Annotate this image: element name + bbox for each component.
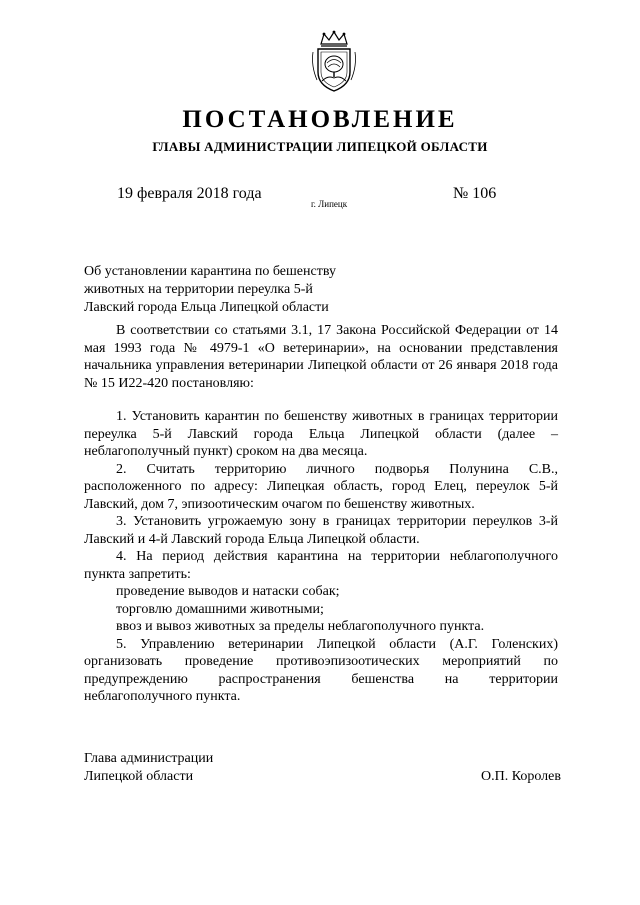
document-issuer: ГЛАВЫ АДМИНИСТРАЦИИ ЛИПЕЦКОЙ ОБЛАСТИ: [152, 139, 488, 154]
document-date: 19 февраля 2018 года: [117, 185, 262, 202]
item-paragraph: 3. Установить угрожаемую зону в границах территории переулков 3-й Лавский и 4-й Лавский города Ельца Липецкой области.: [84, 514, 558, 547]
document-place: г. Липецк: [311, 199, 348, 209]
item-paragraph: 2. Считать территорию личного подворья Полунина С.В., расположенного по адресу: Липецкая область, город Елец, переулок 5-й Лавский, дом 7, эпизоотическим очагом по бешенству животных.: [84, 461, 558, 512]
preamble-paragraph: В соответствии со статьями 3.1, 17 Закона Российской Федерации от 14 мая 1993 года № 4979-1 «О ветеринарии», на основании представления начальника управления ветеринарии Липецкой области от 26 января 2018 года № 15 И22-420 постановляю:: [84, 323, 558, 391]
lipetsk-coat-of-arms-icon: [309, 30, 359, 94]
subject-line: Об установлении карантина по бешенству: [84, 264, 336, 279]
signatory-title-line: Липецкой области: [84, 769, 194, 784]
signatory-name: О.П. Королев: [481, 769, 561, 784]
document-type-title: ПОСТАНОВЛЕНИЕ: [182, 106, 458, 133]
subject-line: животных на территории переулка 5-й: [84, 282, 313, 297]
subject-line: Лавский города Ельца Липецкой области: [84, 300, 329, 315]
signatory-title: [84, 750, 213, 786]
item-paragraph: 5. Управлению ветеринарии Липецкой области (А.Г. Голенских) организовать проведение противоэпизоотических мероприятий по предупреждению распространения бешенства на территории неблагополучного пункта.: [84, 636, 558, 704]
signatory-title-line: Глава администрации: [84, 751, 214, 766]
sub-item-paragraph: ввоз и вывоз животных за пределы неблагополучного пункта.: [116, 619, 485, 634]
sub-item-paragraph: проведение выводов и натаски собак;: [116, 584, 340, 599]
item-paragraph: 1. Установить карантин по бешенству животных в границах территории переулка 5-й Лавский города Ельца Липецкой области (далее – неблагополучный пункт) сроком на два месяца.: [84, 409, 558, 459]
item-paragraph: 4. На период действия карантина на территории неблагополучного пункта запретить:: [84, 549, 558, 582]
document-number: № 106: [453, 185, 497, 202]
document-body: [84, 322, 558, 706]
document-subject: [84, 263, 384, 317]
sub-item-paragraph: торговлю домашними животными;: [116, 601, 324, 617]
